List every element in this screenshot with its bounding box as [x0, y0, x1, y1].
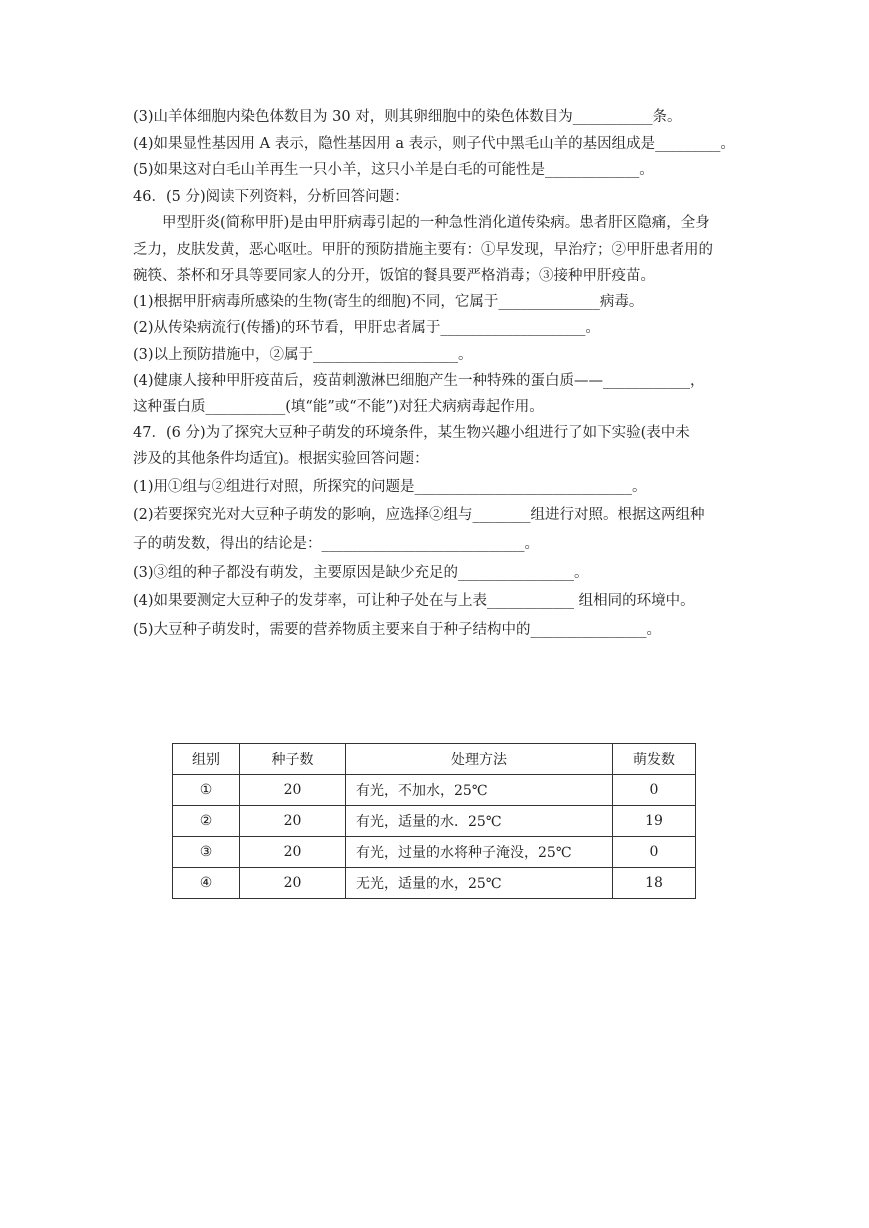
cell-group: ④: [173, 868, 240, 899]
question-46-2: (2)从传染病流行(传播)的环节看，甲肝忠者属于____________________。: [133, 320, 600, 336]
header-germinated: 萌发数: [613, 744, 696, 775]
question-46-1: (1)根据甲肝病毒所感染的生物(寄生的细胞)不同，它属于______________病毒。: [133, 294, 644, 310]
question-47-3: (3)③组的种子都没有萌发，主要原因是缺少充足的________________。: [133, 565, 589, 581]
cell-seed-count: 20: [240, 868, 346, 899]
header-group: 组别: [173, 744, 240, 775]
cell-germinated: 18: [613, 868, 696, 899]
cell-seed-count: 20: [240, 837, 346, 868]
header-seed-count: 种子数: [240, 744, 346, 775]
question-47-4: (4)如果要测定大豆种子的发芽率，可让种子处在与上表____________ 组相同的环境中。: [133, 593, 695, 609]
cell-seed-count: 20: [240, 806, 346, 837]
table-row: [173, 837, 696, 868]
cell-seed-count: 20: [240, 775, 346, 806]
cell-group: ②: [173, 806, 240, 837]
question-45-3: (3)山羊体细胞内染色体数目为 30 对，则其卵细胞中的染色体数目为___________条。: [133, 109, 682, 125]
question-45-4: (4)如果显性基因用 A 表示，隐性基因用 a 表示，则子代中黑毛山羊的基因组成是_________。: [133, 136, 735, 152]
passage-line-1: 甲型肝炎(简称甲肝)是由甲肝病毒引起的一种急性消化道传染病。患者肝区隐痛，全身: [162, 215, 710, 231]
question-47-2-cont: 子的萌发数，得出的结论是：____________________________。: [133, 536, 539, 552]
header-treatment: 处理方法: [346, 744, 613, 775]
question-46-4: (4)健康人接种甲肝疫苗后，疫苗刺激淋巴细胞产生一种特殊的蛋白质——____________，: [133, 373, 705, 389]
cell-germinated: 0: [613, 775, 696, 806]
table-row: [173, 806, 696, 837]
question-45-5: (5)如果这对白毛山羊再生一只小羊，这只小羊是白毛的可能性是_____________。: [133, 162, 654, 178]
cell-germinated: 19: [613, 806, 696, 837]
question-47-5: (5)大豆种子萌发时，需要的营养物质主要来自于种子结构中的________________。: [133, 622, 662, 638]
table-header-row: [173, 744, 696, 775]
table-row: [173, 868, 696, 899]
question-47-1: (1)用①组与②组进行对照，所探究的问题是______________________________。: [133, 479, 647, 495]
passage-line-3: 碗筷、茶杯和牙具等要同家人的分开，饭馆的餐具要严格消毒；③接种甲肝疫苗。: [133, 268, 655, 284]
question-47-heading: 47．(6 分)为了探究大豆种子萌发的环境条件，某生物兴趣小组进行了如下实验(表中未: [133, 425, 690, 441]
cell-treatment: 有光，适量的水．25℃: [346, 806, 613, 837]
cell-treatment: 有光，过量的水将种子淹没，25℃: [346, 837, 613, 868]
question-46-heading: 46．(5 分)阅读下列资料，分析回答问题：: [133, 189, 409, 205]
passage-line-2: 乏力，皮肤发黄，恶心呕吐。甲肝的预防措施主要有：①早发现，早治疗；②甲肝患者用的: [133, 242, 713, 258]
cell-group: ①: [173, 775, 240, 806]
question-46-4-cont: 这种蛋白质___________(填“能”或“不能”)对狂犬病病毒起作用。: [133, 399, 544, 415]
question-47-2: (2)若要探究光对大豆种子萌发的影响，应选择②组与________组进行对照。根据这两组种: [133, 507, 705, 523]
question-46-3: (3)以上预防措施中，②属于____________________。: [133, 347, 473, 363]
cell-treatment: 有光，不加水，25℃: [346, 775, 613, 806]
cell-group: ③: [173, 837, 240, 868]
cell-germinated: 0: [613, 837, 696, 868]
question-47-heading-cont: 涉及的其他条件均适宜)。根据实验回答问题：: [133, 451, 429, 467]
cell-treatment: 无光，适量的水，25℃: [346, 868, 613, 899]
experiment-table: [172, 743, 696, 899]
table-row: [173, 775, 696, 806]
